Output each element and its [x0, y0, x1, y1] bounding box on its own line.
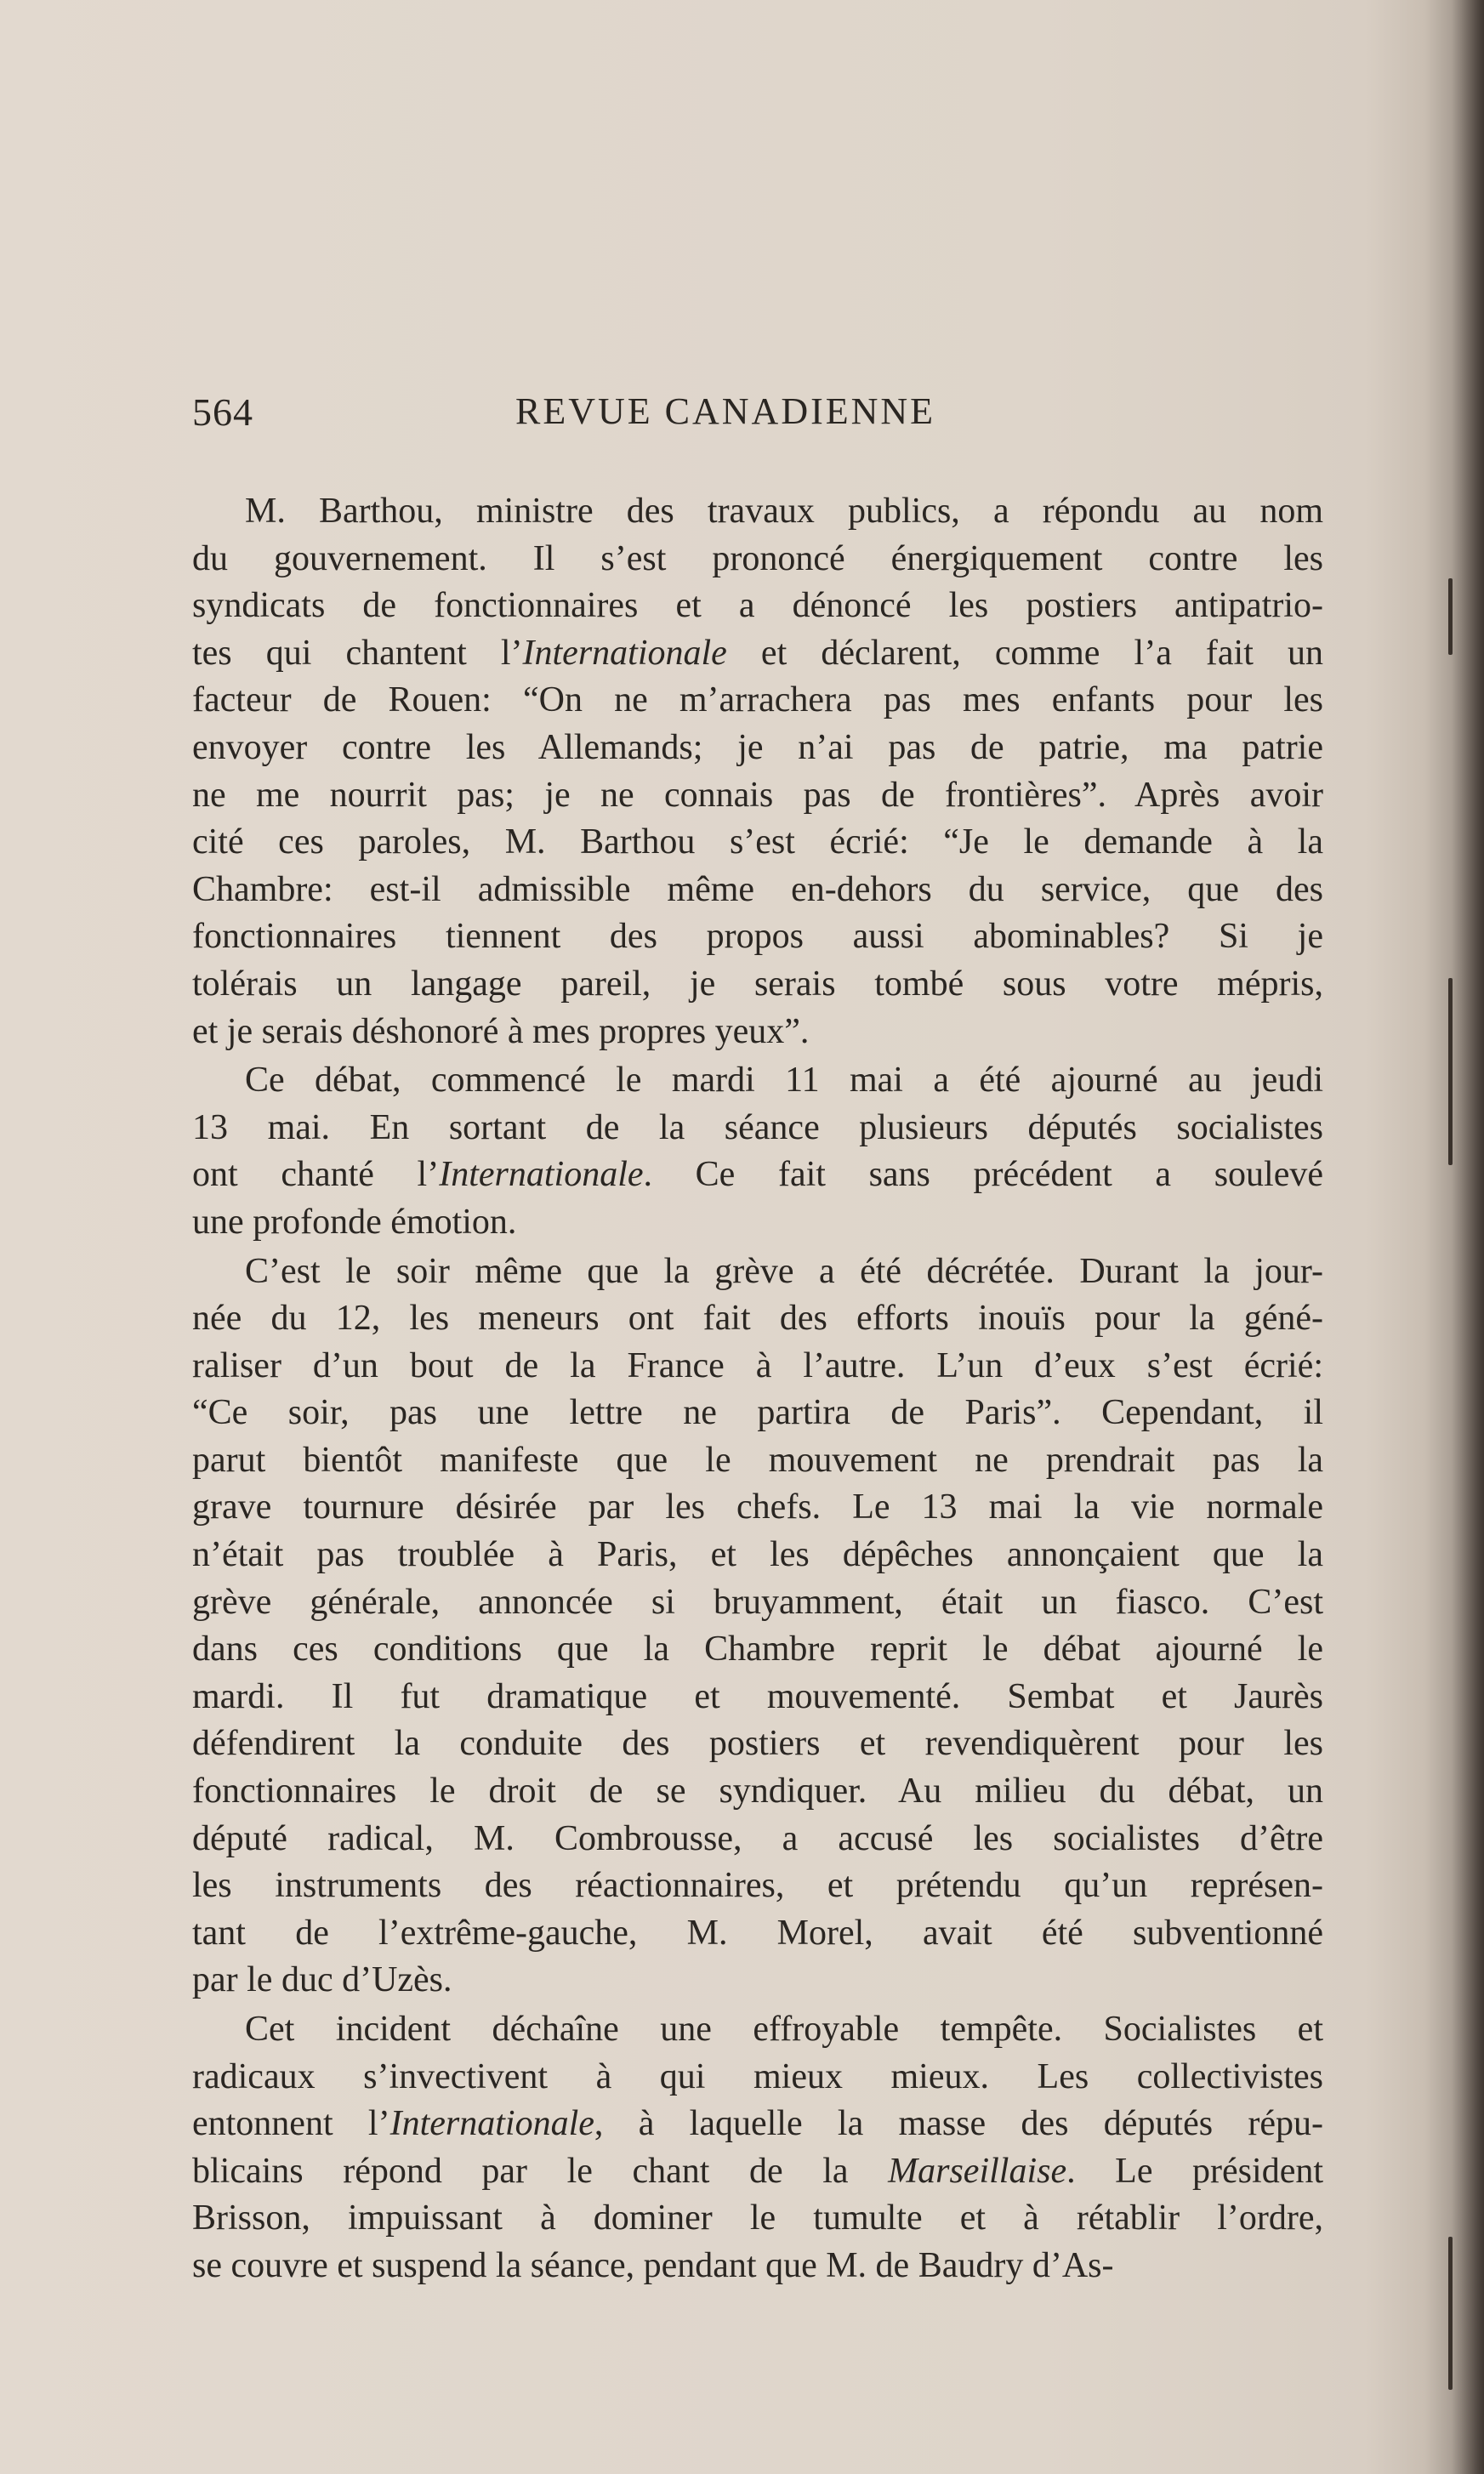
paragraph [192, 2006, 1323, 2290]
text-line: Brisson, impuissant à dominer le tumulte et à rétablir l’ordre, [192, 2198, 1323, 2238]
text-line: une profonde émotion. [192, 1202, 517, 1242]
page-number: 564 [192, 390, 253, 434]
text-line: par le duc d’Uzès. [192, 1960, 452, 2000]
binding-shadow [1452, 0, 1484, 2474]
text-line: envoyer contre les Allemands; je n’ai pas de patrie, ma patrie [192, 727, 1323, 767]
page-edge-mark [1448, 2237, 1453, 2390]
text-line: n’était pas troublée à Paris, et les dépêches annonçaient que la [192, 1535, 1323, 1575]
text-line: C’est le soir même que la grève a été décrétée. Durant la jour- [245, 1251, 1323, 1291]
text-line: mardi. Il fut dramatique et mouvementé. Sembat et Jaurès [192, 1676, 1323, 1716]
text-line: née du 12, les meneurs ont fait des efforts inouïs pour la géné- [192, 1299, 1323, 1339]
text-line: blicains répond par le chant de la Marseillaise. Le président [192, 2151, 1323, 2191]
text-line: ne me nourrit pas; je ne connais pas de frontières”. Après avoir [192, 775, 1323, 815]
text-line: du gouvernement. Il s’est prononcé énergiquement contre les [192, 538, 1323, 578]
paragraph [192, 1057, 1323, 1246]
text-line: Cet incident déchaîne une effroyable tempête. Socialistes et [245, 2010, 1323, 2049]
running-header [192, 390, 1323, 441]
text-line: tant de l’extrême-gauche, M. Morel, avait été subventionné [192, 1913, 1323, 1953]
paragraph [192, 488, 1323, 1055]
text-line: syndicats de fonctionnaires et a dénoncé les postiers antipatrio- [192, 586, 1323, 626]
text-line: tes qui chantent l’Internationale et déclarent, comme l’a fait un [192, 633, 1323, 673]
text-line: ont chanté l’Internationale. Ce fait sans précédent a soulevé [192, 1155, 1323, 1195]
text-line: grève générale, annoncée si bruyamment, était un fiasco. C’est [192, 1582, 1323, 1622]
text-line: tolérais un langage pareil, je serais tombé sous votre mépris, [192, 964, 1323, 1004]
text-line: radicaux s’invectivent à qui mieux mieux. Les collectivistes [192, 2056, 1323, 2096]
text-line: fonctionnaires le droit de se syndiquer. Au milieu du débat, un [192, 1772, 1323, 1811]
paragraph [192, 1248, 1323, 2005]
italic-term: Marseillaise [888, 2151, 1067, 2191]
text-line: député radical, M. Combrousse, a accusé les socialistes d’être [192, 1818, 1323, 1858]
text-line: 13 mai. En sortant de la séance plusieurs députés socialistes [192, 1107, 1323, 1147]
paragraph-gap [192, 2290, 1323, 2292]
text-line: entonnent l’Internationale, à laquelle la masse des députés répu- [192, 2104, 1323, 2144]
text-line: cité ces paroles, M. Barthou s’est écrié: “Je le demande à la [192, 822, 1323, 862]
text-line: parut bientôt manifeste que le mouvement ne prendrait pas la [192, 1440, 1323, 1480]
text-line: facteur de Rouen: “On ne m’arrachera pas mes enfants pour les [192, 680, 1323, 720]
text-line: les instruments des réactionnaires, et prétendu qu’un représen- [192, 1866, 1323, 1906]
italic-term: Internationale [522, 633, 727, 673]
text-line: “Ce soir, pas une lettre ne partira de Paris”. Cependant, il [192, 1393, 1323, 1433]
italic-term: Internationale [389, 2104, 594, 2144]
text-line: M. Barthou, ministre des travaux publics, a répondu au nom [245, 492, 1323, 531]
running-title: REVUE CANADIENNE [515, 390, 936, 432]
article-body [192, 488, 1323, 2292]
text-line: défendirent la conduite des postiers et revendiquèrent pour les [192, 1724, 1323, 1764]
text-line: fonctionnaires tiennent des propos aussi abominables? Si je [192, 917, 1323, 957]
text-line: Ce débat, commencé le mardi 11 mai a été ajourné au jeudi [245, 1061, 1323, 1101]
text-line: dans ces conditions que la Chambre reprit le débat ajourné le [192, 1629, 1323, 1669]
text-line: se couvre et suspend la séance, pendant que M. de Baudry d’As- [192, 2245, 1114, 2285]
text-line: Chambre: est-il admissible même en-dehors du service, que des [192, 869, 1323, 909]
page-edge-mark [1448, 978, 1453, 1165]
page-edge-mark [1448, 578, 1453, 655]
italic-term: Internationale [439, 1155, 644, 1195]
text-line: grave tournure désirée par les chefs. Le 13 mai la vie normale [192, 1487, 1323, 1527]
text-line: raliser d’un bout de la France à l’autre. L’un d’eux s’est écrié: [192, 1345, 1323, 1385]
text-line: et je serais déshonoré à mes propres yeux”. [192, 1011, 810, 1051]
